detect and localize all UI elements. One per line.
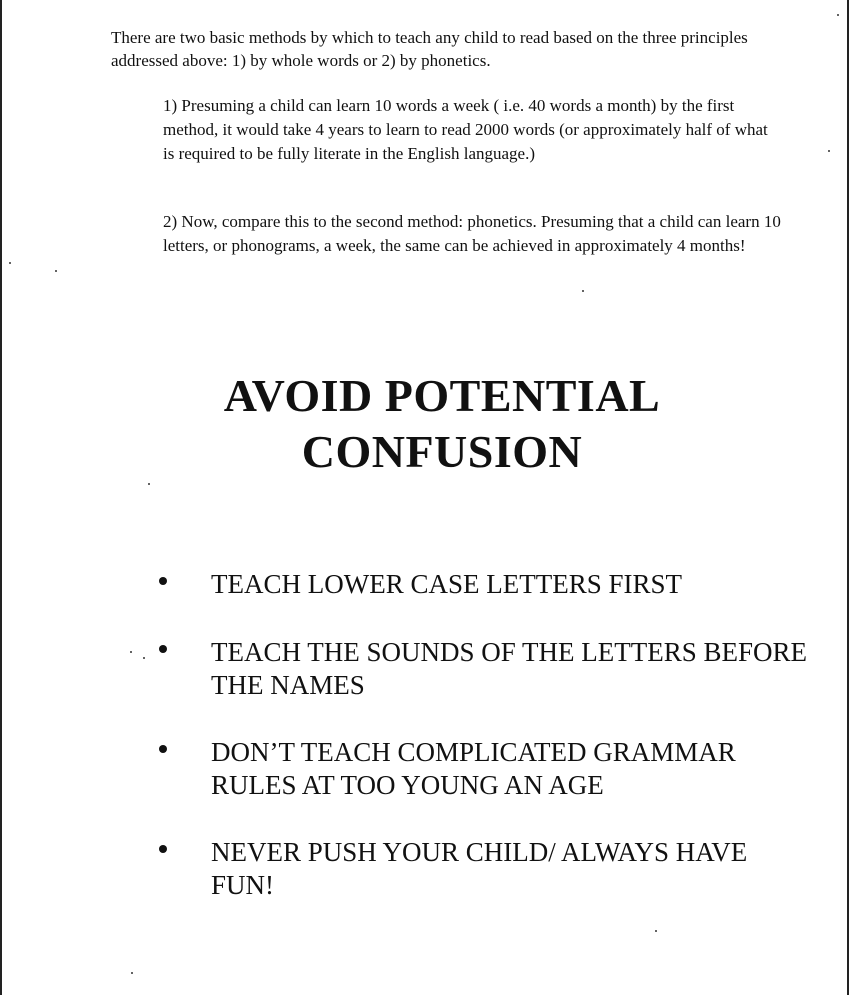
section-heading <box>0 368 850 480</box>
bullet-icon <box>159 745 167 753</box>
scan-speck <box>55 270 57 272</box>
scan-speck <box>143 657 145 659</box>
heading-line-2: CONFUSION <box>301 426 583 477</box>
scan-speck <box>131 972 133 974</box>
scan-speck <box>130 651 132 653</box>
tip-text: DON’T TEACH COMPLICATED GRAMMAR RULES AT TOO YOUNG AN AGE <box>211 737 736 800</box>
method-two-paragraph: 2) Now, compare this to the second method: phonetics. Presuming that a child can learn 10 letters, or phonograms, a week, the same can be achieved in approximately 4 months! <box>163 212 781 255</box>
scan-speck <box>582 290 584 292</box>
scan-speck <box>9 262 11 264</box>
tip-text: NEVER PUSH YOUR CHILD/ ALWAYS HAVE FUN! <box>211 837 748 900</box>
bullet-icon <box>159 645 167 653</box>
scan-speck <box>655 930 657 932</box>
scan-speck <box>828 150 830 152</box>
scan-edge-right <box>847 0 849 995</box>
bullet-icon <box>159 845 167 853</box>
method-one-paragraph: 1) Presuming a child can learn 10 words a week ( i.e. 40 words a month) by the first method, it would take 4 years to learn to read 2000 words (or approximately half of what is required to be fully literate in the English language.) <box>163 96 768 163</box>
tip-text: TEACH LOWER CASE LETTERS FIRST <box>211 569 682 599</box>
bullet-icon <box>159 577 167 585</box>
tip-text: TEACH THE SOUNDS OF THE LETTERS BEFORE THE NAMES <box>211 637 808 700</box>
intro-paragraph: There are two basic methods by which to teach any child to read based on the three principles addressed above: 1) by whole words or 2) by phonetics. <box>111 28 748 70</box>
heading-line-1: AVOID POTENTIAL <box>223 370 661 421</box>
scan-speck <box>837 14 839 16</box>
scan-speck <box>148 483 150 485</box>
scan-edge-left <box>0 0 2 995</box>
